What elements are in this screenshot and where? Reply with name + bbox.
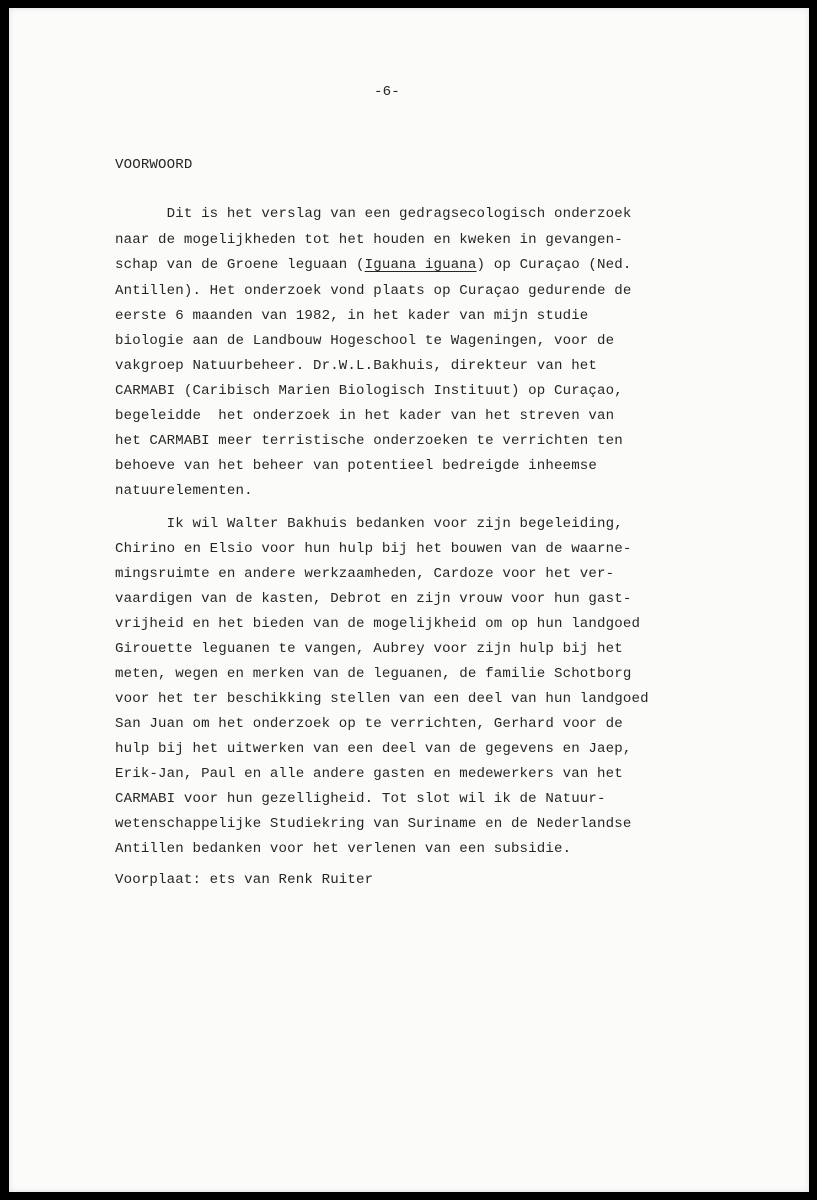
text-line: voor het ter beschikking stellen van een deel van hun landgoed bbox=[115, 691, 649, 707]
text-line: meten, wegen en merken van de leguanen, de familie Schotborg bbox=[115, 666, 632, 682]
text-line: Erik-Jan, Paul en alle andere gasten en medewerkers van het bbox=[115, 766, 623, 782]
text-line: vakgroep Natuurbeheer. Dr.W.L.Bakhuis, direkteur van het bbox=[115, 358, 598, 374]
text-line: San Juan om het onderzoek op te verrichten, Gerhard voor de bbox=[115, 716, 623, 732]
section-heading: VOORWOORD bbox=[115, 157, 193, 173]
text-segment: schap van de Groene leguaan ( bbox=[115, 257, 365, 273]
text-line: Dit is het verslag van een gedragsecologisch onderzoek bbox=[115, 206, 632, 222]
text-line: natuurelementen. bbox=[115, 483, 253, 499]
text-line: biologie aan de Landbouw Hogeschool te Wageningen, voor de bbox=[115, 333, 615, 349]
text-line: Chirino en Elsio voor hun hulp bij het bouwen van de waarne- bbox=[115, 541, 632, 557]
text-line: Antillen). Het onderzoek vond plaats op Curaçao gedurende de bbox=[115, 283, 632, 299]
cover-credit: Voorplaat: ets van Renk Ruiter bbox=[115, 872, 374, 888]
text-line: CARMABI voor hun gezelligheid. Tot slot wil ik de Natuur- bbox=[115, 791, 606, 807]
text-line: behoeve van het beheer van potentieel bedreigde inheemse bbox=[115, 458, 598, 474]
text-line: Antillen bedanken voor het verlenen van een subsidie. bbox=[115, 841, 572, 857]
species-name: Iguana iguana bbox=[364, 257, 477, 273]
text-line-with-species bbox=[115, 257, 631, 273]
text-line: eerste 6 maanden van 1982, in het kader van mijn studie bbox=[115, 308, 589, 324]
text-line: vaardigen van de kasten, Debrot en zijn vrouw voor hun gast- bbox=[115, 591, 632, 607]
document-page bbox=[9, 8, 809, 1192]
text-line: begeleidde het onderzoek in het kader van het streven van bbox=[115, 408, 615, 424]
text-line: wetenschappelijke Studiekring van Suriname en de Nederlandse bbox=[115, 816, 632, 832]
text-line: naar de mogelijkheden tot het houden en kweken in gevangen- bbox=[115, 232, 623, 248]
text-segment: ) op Curaçao (Ned. bbox=[476, 257, 632, 273]
page-number: -6- bbox=[374, 84, 400, 100]
text-line: Ik wil Walter Bakhuis bedanken voor zijn begeleiding, bbox=[115, 516, 623, 532]
text-line: CARMABI (Caribisch Marien Biologisch Instituut) op Curaçao, bbox=[115, 383, 623, 399]
text-line: het CARMABI meer terristische onderzoeken te verrichten ten bbox=[115, 433, 623, 449]
text-line: mingsruimte en andere werkzaamheden, Cardoze voor het ver- bbox=[115, 566, 615, 582]
text-line: hulp bij het uitwerken van een deel van de gegevens en Jaep, bbox=[115, 741, 632, 757]
text-line: vrijheid en het bieden van de mogelijkheid om op hun landgoed bbox=[115, 616, 641, 632]
text-line: Girouette leguanen te vangen, Aubrey voor zijn hulp bij het bbox=[115, 641, 623, 657]
